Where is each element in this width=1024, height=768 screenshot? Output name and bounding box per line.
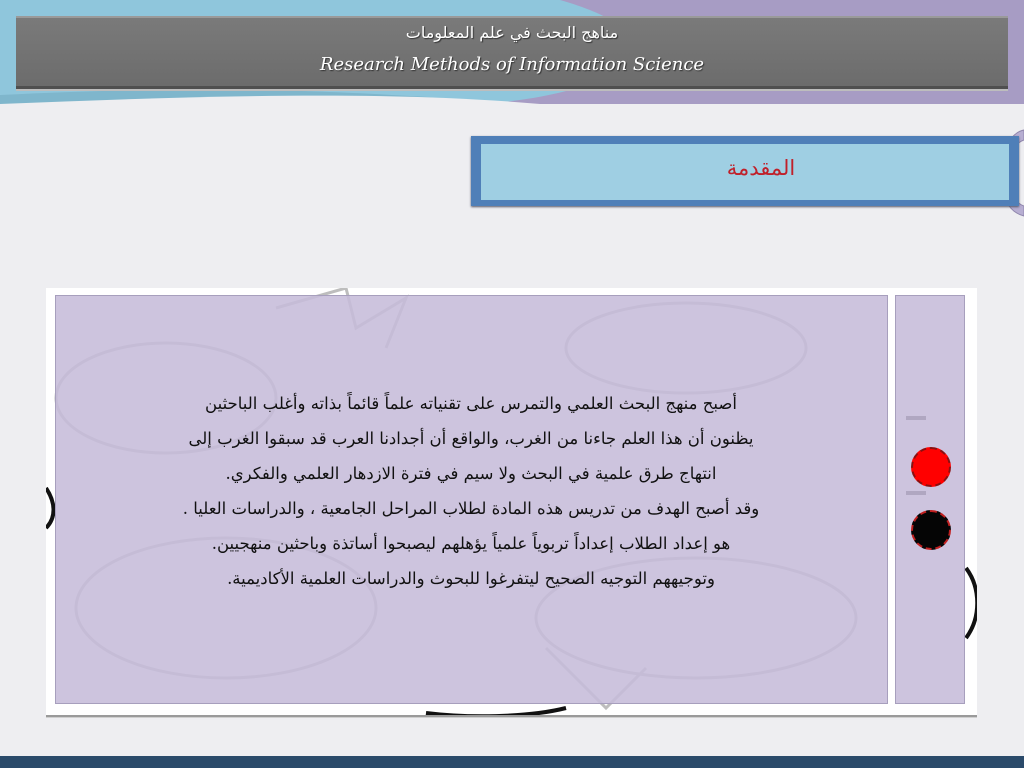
intro-line: وقد أصبح الهدف من تدريس هذه المادة لطلاب المراحل الجامعية ، والدراسات العليا . [182,499,760,518]
header-title-english: Research Methods of Information Science [319,54,705,75]
intro-line: يظنون أن هذا العلم جاءنا من الغرب، والواقع أن أجدادنا العرب قد سبقوا الغرب إلى [188,429,754,448]
section-title: المقدمة [726,156,796,180]
red-bullet-icon [911,447,951,487]
content-frame [46,288,977,715]
section-title-box [471,136,1019,206]
bottom-bar [0,756,1024,768]
header-title-arabic: مناهج البحث في علم المعلومات [405,23,619,42]
black-bullet-icon [911,510,951,550]
intro-line: هو إعداد الطلاب إعداداً تربوياً علمياً يؤهلهم ليصبحوا أساتذة وباحثين منهجيين. [211,534,731,553]
intro-line: وتوجيههم التوجيه الصحيح ليتفرغوا للبحوث والدراسات العلمية الأكاديمية. [227,569,715,588]
section-title-inner [481,144,1009,200]
header-bar [16,16,1008,89]
intro-line: أصبح منهج البحث العلمي والتمرس على تقنياته علماً قائماً بذاته وأغلب الباحثين [205,394,737,413]
intro-line: انتهاج طرق علمية في البحث ولا سيم في فترة الازدهار العلمي والفكري. [225,464,717,483]
text-panel [55,295,888,704]
side-panel [895,295,965,704]
intro-paragraph [76,386,866,596]
